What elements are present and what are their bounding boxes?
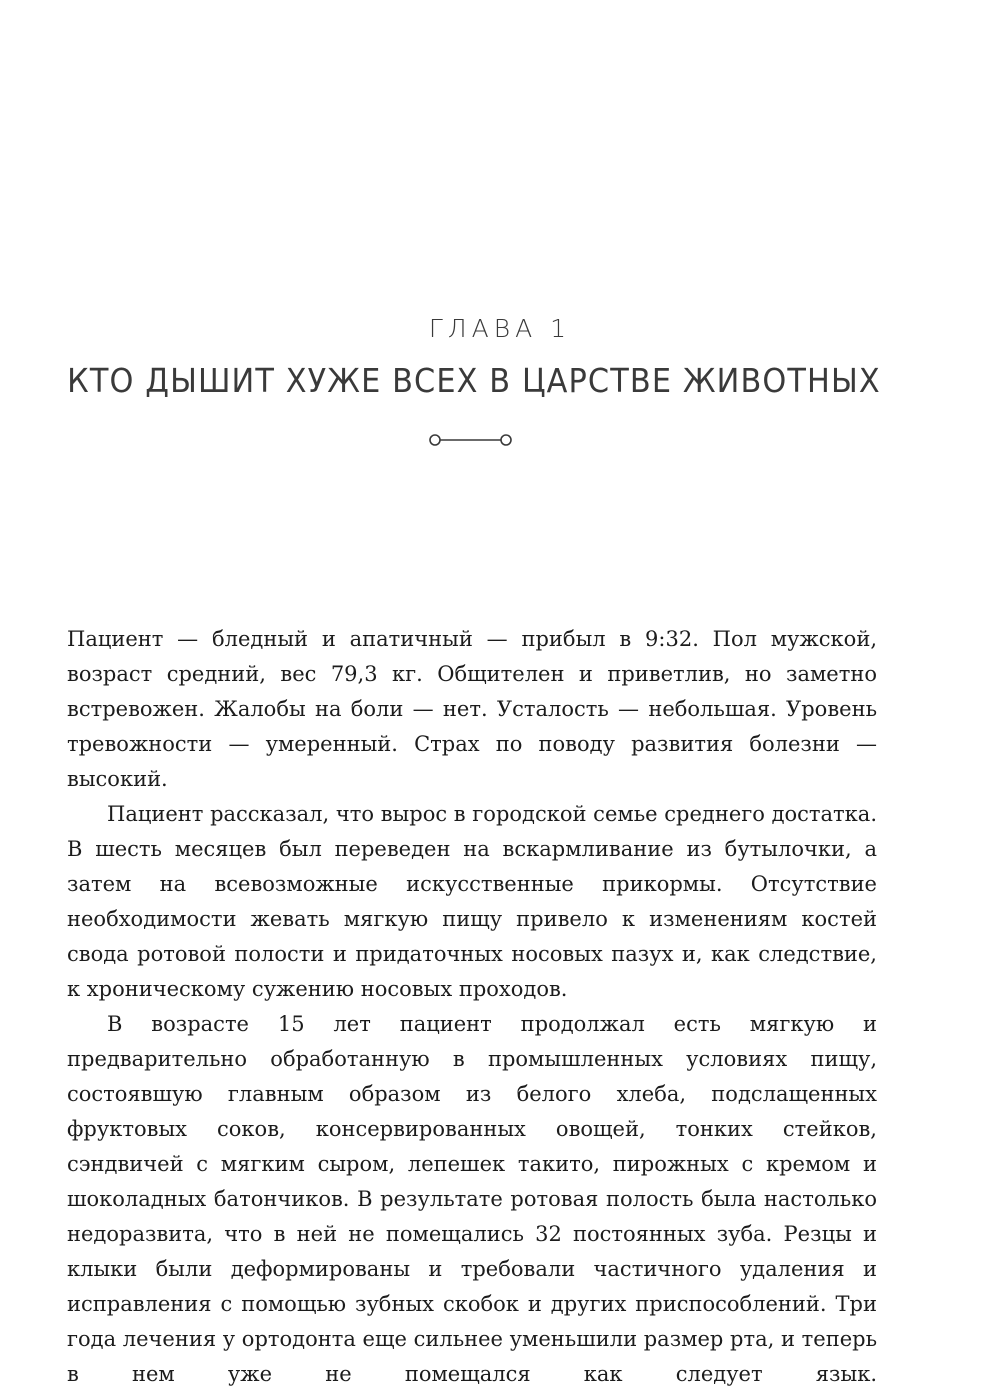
paragraph-2: Пациент рассказал, что вырос в городской семье среднего достатка. В шесть месяцев был переведен на вскармливание из бутылочки, а затем на всевозможные искусственные прикормы. Отсутствие необходимости жевать мягкую пищу привело к изменениям костей свода ротовой полости и придаточных носовых пазух и, как следствие, к хроническому сужению носовых проходов. [67, 802, 877, 1001]
chapter-body [67, 622, 877, 1392]
chapter-label: ГЛАВА 1 [428, 314, 572, 343]
paragraph-1: Пациент — бледный и апатичный — прибыл в 9:32. Пол мужской, возраст средний, вес 79,3 кг. Общителен и приветлив, но заметно встревожен. Жалобы на боли — нет. Усталость — небольшая. Уровень тревожности — умеренный. Страх по поводу развития болезни — высокий. [67, 627, 877, 791]
chapter-title: КТО ДЫШИТ ХУЖЕ ВСЕХ В ЦАРСТВЕ ЖИВОТНЫХ [67, 361, 881, 400]
paragraph-3: В возрасте 15 лет пациент продолжал есть мягкую и предварительно обработанную в промышленных условиях пищу, состоявшую главным образом из белого хлеба, подслащенных фруктовых соков, консервированных овощей, тонких стейков, сэндвичей с мягким сыром, лепешек такито, пирожных с кремом и шоколадных батончиков. В результате ротовая полость была настолько недоразвита, что в ней не помещались 32 постоянных зуба. Резцы и клыки были деформированы и требовали частичного удаления и исправления с помощью зубных скобок и других приспособлений. Три года лечения у ортодонта еще сильнее уменьшили размер рта, и теперь в нем уже не помещался как следует язык. [67, 1012, 877, 1386]
chapter-ornament-icon [428, 431, 514, 449]
